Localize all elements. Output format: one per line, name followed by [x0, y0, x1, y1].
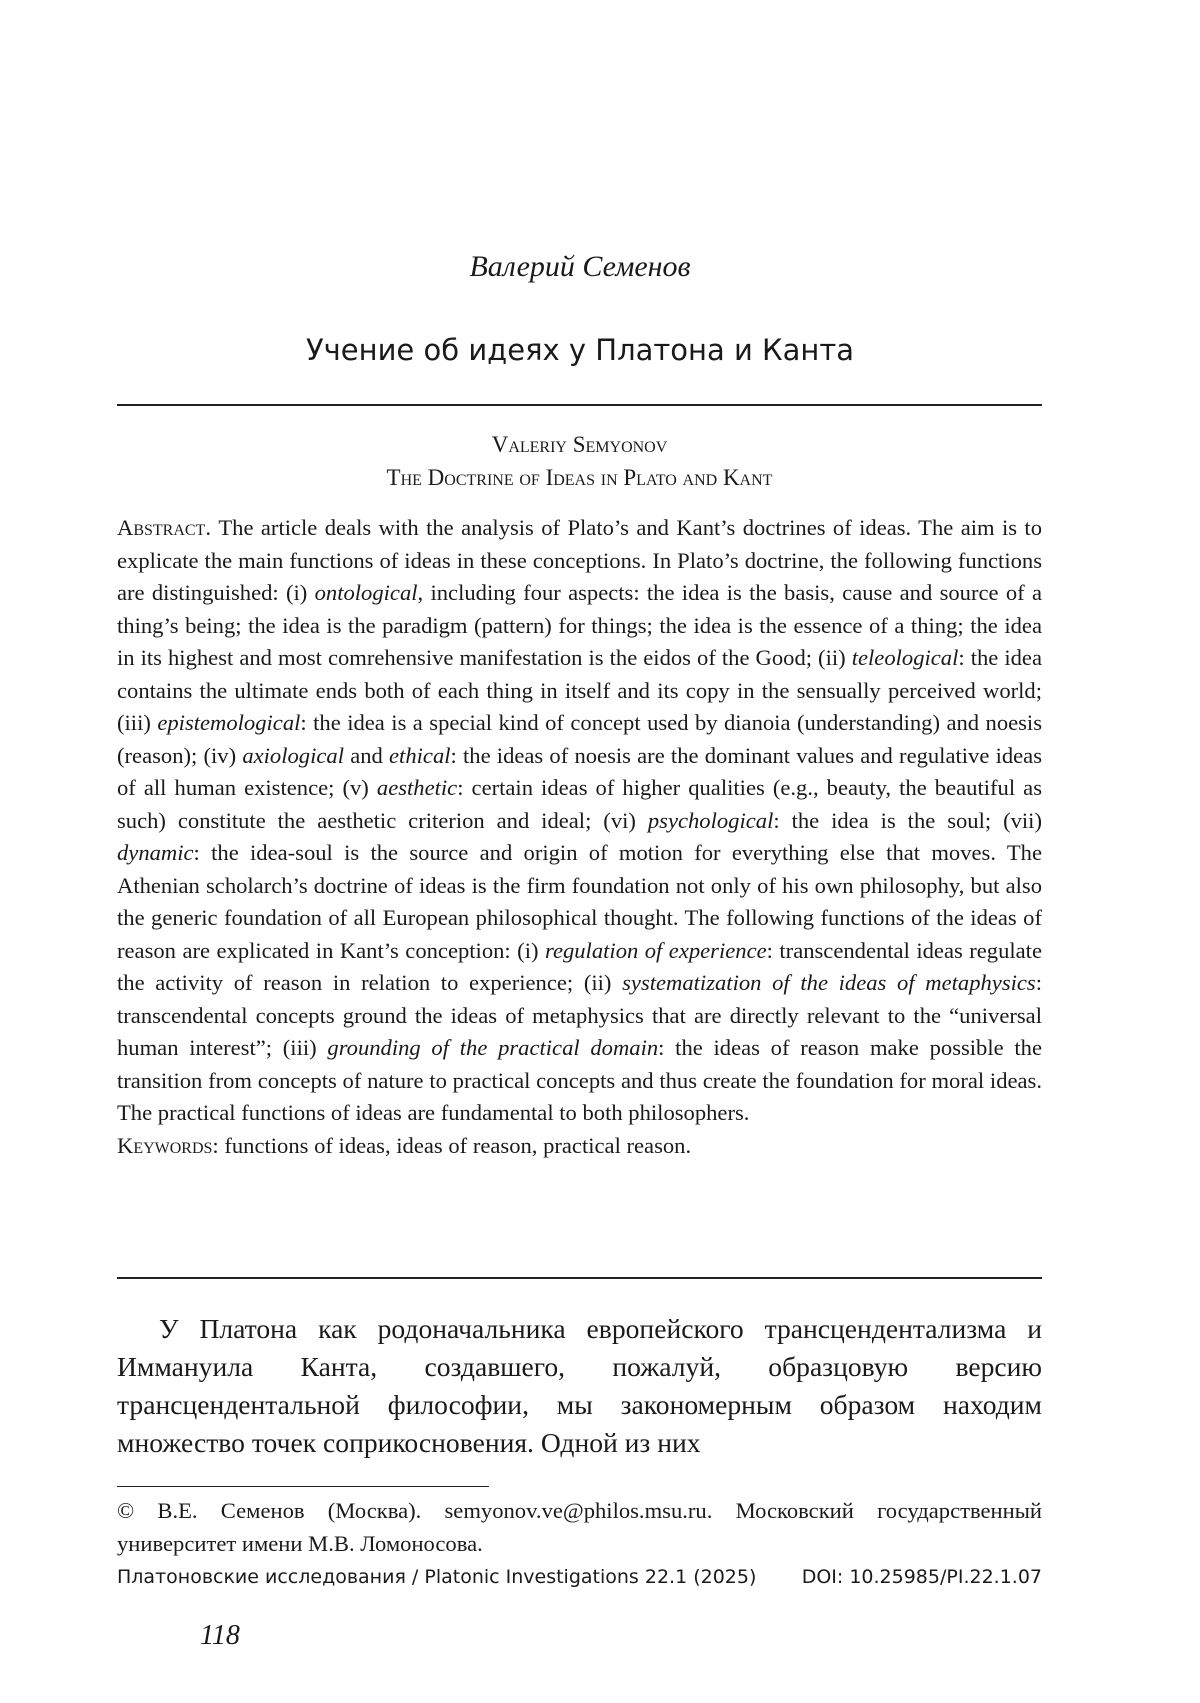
abstract-emphasis: axiological [242, 742, 344, 768]
journal-doi: DOI: 10.25985/PI.22.1.07 [801, 1566, 1042, 1588]
abstract-text: and [343, 742, 390, 768]
abstract-block [117, 512, 1042, 1162]
abstract-emphasis: psychological [647, 807, 774, 833]
abstract-text: : transcendental ideas regulate the activity of reason in relation to experience; (ii) [117, 937, 1042, 995]
abstract-emphasis: regulation of experience [544, 937, 767, 963]
abstract-text: : certain ideas of higher qualities (e.g., beauty, the beautiful as such) constitute the aesthetic criterion and ideal; (vi) [117, 775, 1042, 833]
abstract-emphasis: teleological [851, 645, 959, 670]
abstract-text: : the idea is the soul; (vii) [773, 807, 1042, 833]
abstract-paragraph [117, 512, 1042, 1130]
abstract-text: : the idea-soul is the source and origin of motion for everything else that moves. The Athenian scholarch’s doctrine of ideas is the firm foundation not only of his own philosophy, but also the generic foundation of all European philosophical thought. The following functions of the ideas of reason are explicated in Kant’s conception: (i) [117, 840, 1042, 963]
abstract-text: : transcendental concepts ground the ideas of metaphysics that are directly relevant to the “universal human interest”; (iii) [117, 970, 1042, 1060]
title-en: The Doctrine of Ideas in Plato and Kant [386, 465, 773, 490]
abstract-text: , including four aspects: the idea is the basis, cause and source of a thing’s being; the idea is the paradigm (pattern) for things; the idea is the essence of a thing; the idea in its highest and most comrehensive manifestation is the eidos of the Good; (ii) [117, 580, 1042, 670]
top-rule [117, 404, 1042, 406]
abstract-emphasis: aesthetic [376, 775, 458, 800]
page-number: 118 [200, 1620, 240, 1651]
abstract-emphasis: epistemological [157, 710, 301, 735]
abstract-text: The article deals with the analysis of Plato’s and Kant’s doctrines of ideas. The aim is to explicate the main functions of ideas in these conceptions. In Plato’s doctrine, the following functions are distinguished: (i) [117, 515, 1042, 605]
keywords-text: functions of ideas, ideas of reason, practical reason. [218, 1132, 692, 1158]
abstract-text: : the ideas of reason make possible the transition from concepts of nature to practical concepts and thus create the foundation for moral ideas. The practical functions of ideas are fundamental to both philosophers. [117, 1035, 1042, 1125]
author-en: Valeriy Semyonov [491, 432, 668, 457]
footnote-rule [117, 1486, 489, 1487]
journal-name: Платоновские исследования / Platonic Investigations 22.1 (2025) [117, 1566, 757, 1588]
keywords-line [117, 1130, 1042, 1163]
journal-line [117, 1566, 1042, 1588]
abstract-emphasis: ethical [389, 742, 451, 768]
footnote: © В.Е. Семенов (Москва). semyonov.ve@philos.msu.ru. Московский государственный университет имени М.В. Ломоносова. [117, 1498, 1042, 1556]
abstract-label: Abstract. [117, 515, 211, 540]
bottom-rule [117, 1277, 1042, 1279]
abstract-text: : the idea is a special kind of concept used by dianoia (understanding) and noesis (reason); (iv) [117, 710, 1043, 768]
abstract-text: : the ideas of noesis are the dominant values and regulative ideas of all human existence; (v) [117, 742, 1042, 800]
abstract-text: : the idea contains the ultimate ends both of each thing in itself and its copy in the sensually perceived world; (iii) [117, 645, 1042, 735]
abstract-emphasis: ontological [314, 580, 418, 605]
keywords-label: Keywords: [117, 1132, 219, 1158]
author-ru: Валерий Семенов [469, 250, 691, 283]
abstract-emphasis: dynamic [117, 840, 194, 865]
abstract-emphasis: grounding of the practical domain [327, 1035, 659, 1060]
body-paragraph: У Платона как родоначальника европейского трансцендентализма и Иммануила Канта, создавшего, пожалуй, образцовую версию трансцендентальной философии, мы закономерным образом находим множество точек соприкосновения. Одной из них [117, 1313, 1042, 1458]
title-ru: Учение об идеях у Платона и Канта [305, 333, 855, 367]
abstract-emphasis: systematization of the ideas of metaphysics [622, 970, 1036, 995]
